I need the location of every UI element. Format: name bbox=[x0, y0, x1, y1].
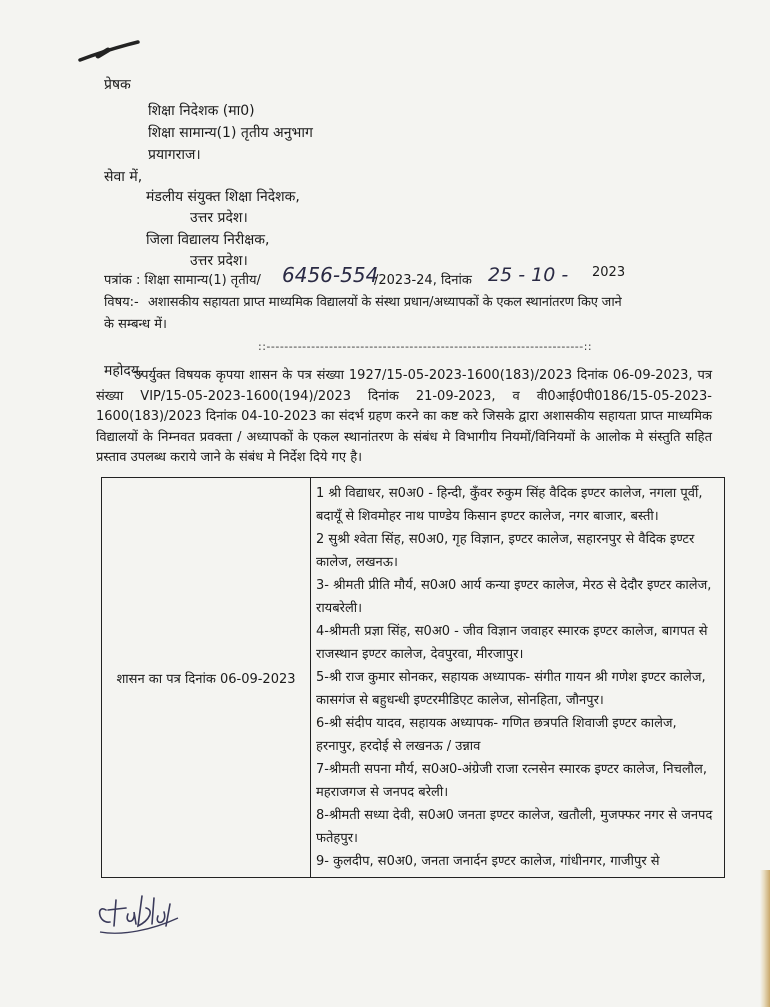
table-left-cell: शासन का पत्र दिनांक 06-09-2023 bbox=[116, 671, 296, 687]
transfer-table bbox=[101, 477, 725, 878]
pen-mark-icon bbox=[78, 36, 144, 66]
list-item: 4-श्रीमती प्रज्ञा सिंह, स0अ0 - जीव विज्ञान जवाहर स्मारक इण्टर कालेज, बागपत से राजस्थान इण्टर कालेज, देवपुरवा, मीरजापुर। bbox=[316, 624, 708, 662]
subject-label: विषय:- bbox=[104, 295, 139, 310]
ref-handwritten-number: 6456-554 bbox=[282, 263, 379, 287]
table-right-cell bbox=[316, 482, 718, 877]
ref-handwritten-date: 25 - 10 - bbox=[488, 264, 569, 286]
scan-edge bbox=[760, 870, 770, 1007]
salutation: महोदय, bbox=[104, 363, 144, 379]
recipient-line-1: मंडलीय संयुक्त शिक्षा निदेशक, bbox=[146, 189, 300, 205]
sender-line-3: प्रयागराज। bbox=[148, 147, 201, 163]
recipient-label: सेवा में, bbox=[104, 169, 143, 185]
sender-label: प्रेषक bbox=[104, 77, 131, 93]
recipient-line-4: उत्तर प्रदेश। bbox=[190, 253, 248, 269]
subject-line-2: के सम्बन्ध में। bbox=[104, 317, 167, 332]
signature bbox=[92, 880, 182, 940]
list-item: 7-श्रीमती सपना मौर्य, स0अ0-अंग्रेजी राजा रत्नसेन स्मारक इण्टर कालेज, निचलौल, महराजगज से जनपद बरेली। bbox=[316, 762, 707, 800]
sender-line-2: शिक्षा सामान्य(1) तृतीय अनुभाग bbox=[148, 125, 313, 141]
table-column-divider bbox=[310, 478, 311, 877]
ref-year: 2023 bbox=[592, 265, 626, 280]
recipient-line-2: उत्तर प्रदेश। bbox=[190, 210, 248, 226]
list-item: 5-श्री राज कुमार सोनकर, सहायक अध्यापक- संगीत गायन श्री गणेश इण्टर कालेज, कासगंज से बहुधन्धी इण्टरमीडिएट कालेज, सोनहिता, जौनपुर। bbox=[316, 670, 706, 708]
list-item: 8-श्रीमती सध्या देवी, स0अ0 जनता इण्टर कालेज, खतौली, मुजफ्फर नगर से जनपद फतेहपुर। bbox=[316, 808, 713, 846]
subject-separator: ::-----------------------------------------------------------------------:: bbox=[258, 340, 593, 353]
subject-line-1: अशासकीय सहायता प्राप्त माध्यमिक विद्यालयों के संस्था प्रधान/अध्यापकों के एकल स्थानांतरण किए जाने bbox=[148, 295, 622, 310]
body-paragraph: उपर्युक्त विषयक कृपया शासन के पत्र संख्या 1927/15-05-2023-1600(183)/2023 दिनांक 06-09-2023, पत्र संख्या VIP/15-05-2023-1600(194)/2023 दिनांक 21-09-2023, व वी0आई0पी0186/15-05-2023-1600(183)/2023 दिनांक 04-10-2023 का संदर्भ ग्रहण करने का कष्ट करे जिसके द्वारा अशासकीय सहायता प्राप्त माध्यमिक विद्यालयों के निम्नवत प्रवक्ता / अध्यापकों के एकल स्थानांतरण के संबंध मे विभागीय नियमों/विनियमों के आलोक मे संस्तुति सहित प्रस्ताव उपलब्ध कराये जाने के संबंध मे निर्देश दिये गए है। bbox=[96, 368, 712, 465]
list-item: 9- कुलदीप, स0अ0, जनता जनार्दन इण्टर कालेज, गांधीनगर, गाजीपुर से bbox=[316, 854, 660, 869]
list-item: 2 सुश्री श्वेता सिंह, स0अ0, गृह विज्ञान, इण्टर कालेज, सहारनपुर से वैदिक इण्टर कालेज, लखनऊ। bbox=[316, 532, 695, 570]
list-item: 3- श्रीमती प्रीति मौर्य, स0अ0 आर्य कन्या इण्टर कालेज, मेरठ से देदौर इण्टर कालेज, रायबरेली। bbox=[316, 578, 712, 616]
recipient-line-3: जिला विद्यालय निरीक्षक, bbox=[146, 232, 270, 248]
list-item: 6-श्री संदीप यादव, सहायक अध्यापक- गणित छत्रपति शिवाजी इण्टर कालेज, हरनापुर, हरदोई से लखनऊ / उन्नाव bbox=[316, 716, 677, 754]
ref-suffix: /2023-24, दिनांक bbox=[374, 273, 472, 288]
ref-label: पत्रांक : शिक्षा सामान्य(1) तृतीय/ bbox=[104, 273, 261, 288]
sender-line-1: शिक्षा निदेशक (मा0) bbox=[148, 103, 255, 119]
list-item: 1 श्री विद्याधर, स0अ0 - हिन्दी, कुँवर रुकुम सिंह वैदिक इण्टर कालेज, नगला पूर्वी, बदायूँ से शिवमोहर नाथ पाण्डेय किसान इण्टर कालेज, नगर बाजार, बस्ती। bbox=[316, 486, 703, 524]
